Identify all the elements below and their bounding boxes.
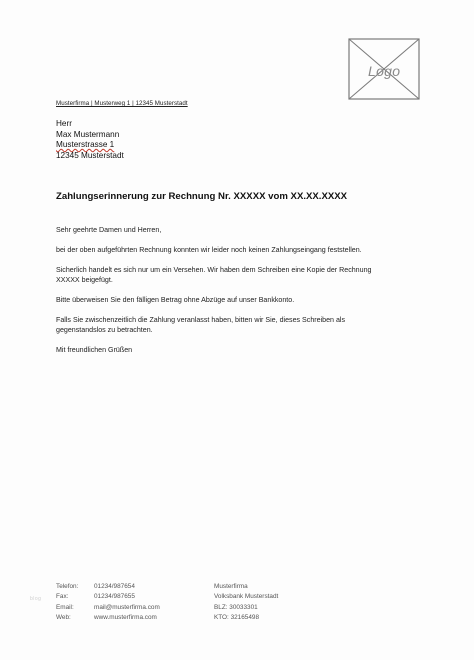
- sender-return-address: Musterfirma | Musterweg 1 | 12345 Musterstadt: [56, 100, 188, 107]
- footer-label: Email:: [56, 603, 74, 611]
- letter-paragraph: Sicherlich handelt es sich nur um ein Versehen. Wir haben dem Schreiben eine Kopie der Rechnung XXXXX beigefügt.: [56, 266, 372, 284]
- letter-paragraph: bei der oben aufgeführten Rechnung konnten wir leider noch keinen Zahlungseingang feststellen.: [56, 246, 362, 255]
- footer-label: Telefon:: [56, 583, 79, 590]
- footer-web: www.musterfirma.com: [94, 613, 157, 621]
- footer-contact-labels: [56, 582, 78, 623]
- letter-paragraph: Bitte überweisen Sie den fälligen Betrag ohne Abzüge auf unser Bankkonto.: [56, 296, 295, 305]
- footer-contact-values: [94, 582, 160, 623]
- footer-email: mail@musterfirma.com: [94, 603, 160, 611]
- recipient-city: 12345 Musterstadt: [56, 150, 124, 160]
- letter-closing: Mit freundlichen Grüßen: [56, 346, 133, 355]
- letter-greeting: Sehr geehrte Damen und Herren,: [56, 226, 162, 234]
- recipient-address: [56, 119, 124, 161]
- footer-blz: BLZ: 30033301: [214, 603, 258, 611]
- letter-paragraph: Falls Sie zwischenzeitlich die Zahlung veranlasst haben, bitten wir Sie, dieses Schreiben als gegenstandslos zu betrachten.: [56, 316, 346, 334]
- footer-bank-name: Volksbank Musterstadt: [214, 593, 279, 601]
- recipient-name: Max Mustermann: [56, 129, 120, 139]
- letter-subject: Zahlungserinnerung zur Rechnung Nr. XXXXX vom XX.XX.XXXX: [56, 191, 348, 202]
- watermark: blog: [30, 596, 42, 602]
- letter-body: [56, 226, 396, 366]
- logo-label: Logo: [368, 63, 401, 79]
- footer-fax: 01234/987655: [94, 593, 135, 601]
- recipient-street: Musterstrasse 1: [56, 140, 115, 149]
- footer-phone: 01234/987654: [94, 583, 135, 590]
- recipient-salutation: Herr: [56, 119, 72, 128]
- footer-label: Web:: [56, 613, 71, 621]
- footer-account: KTO: 32165498: [214, 613, 260, 621]
- footer-company: Musterfirma: [214, 583, 248, 590]
- footer-bank-details: [214, 582, 278, 623]
- footer-label: Fax:: [56, 593, 69, 601]
- logo-placeholder: [348, 38, 420, 100]
